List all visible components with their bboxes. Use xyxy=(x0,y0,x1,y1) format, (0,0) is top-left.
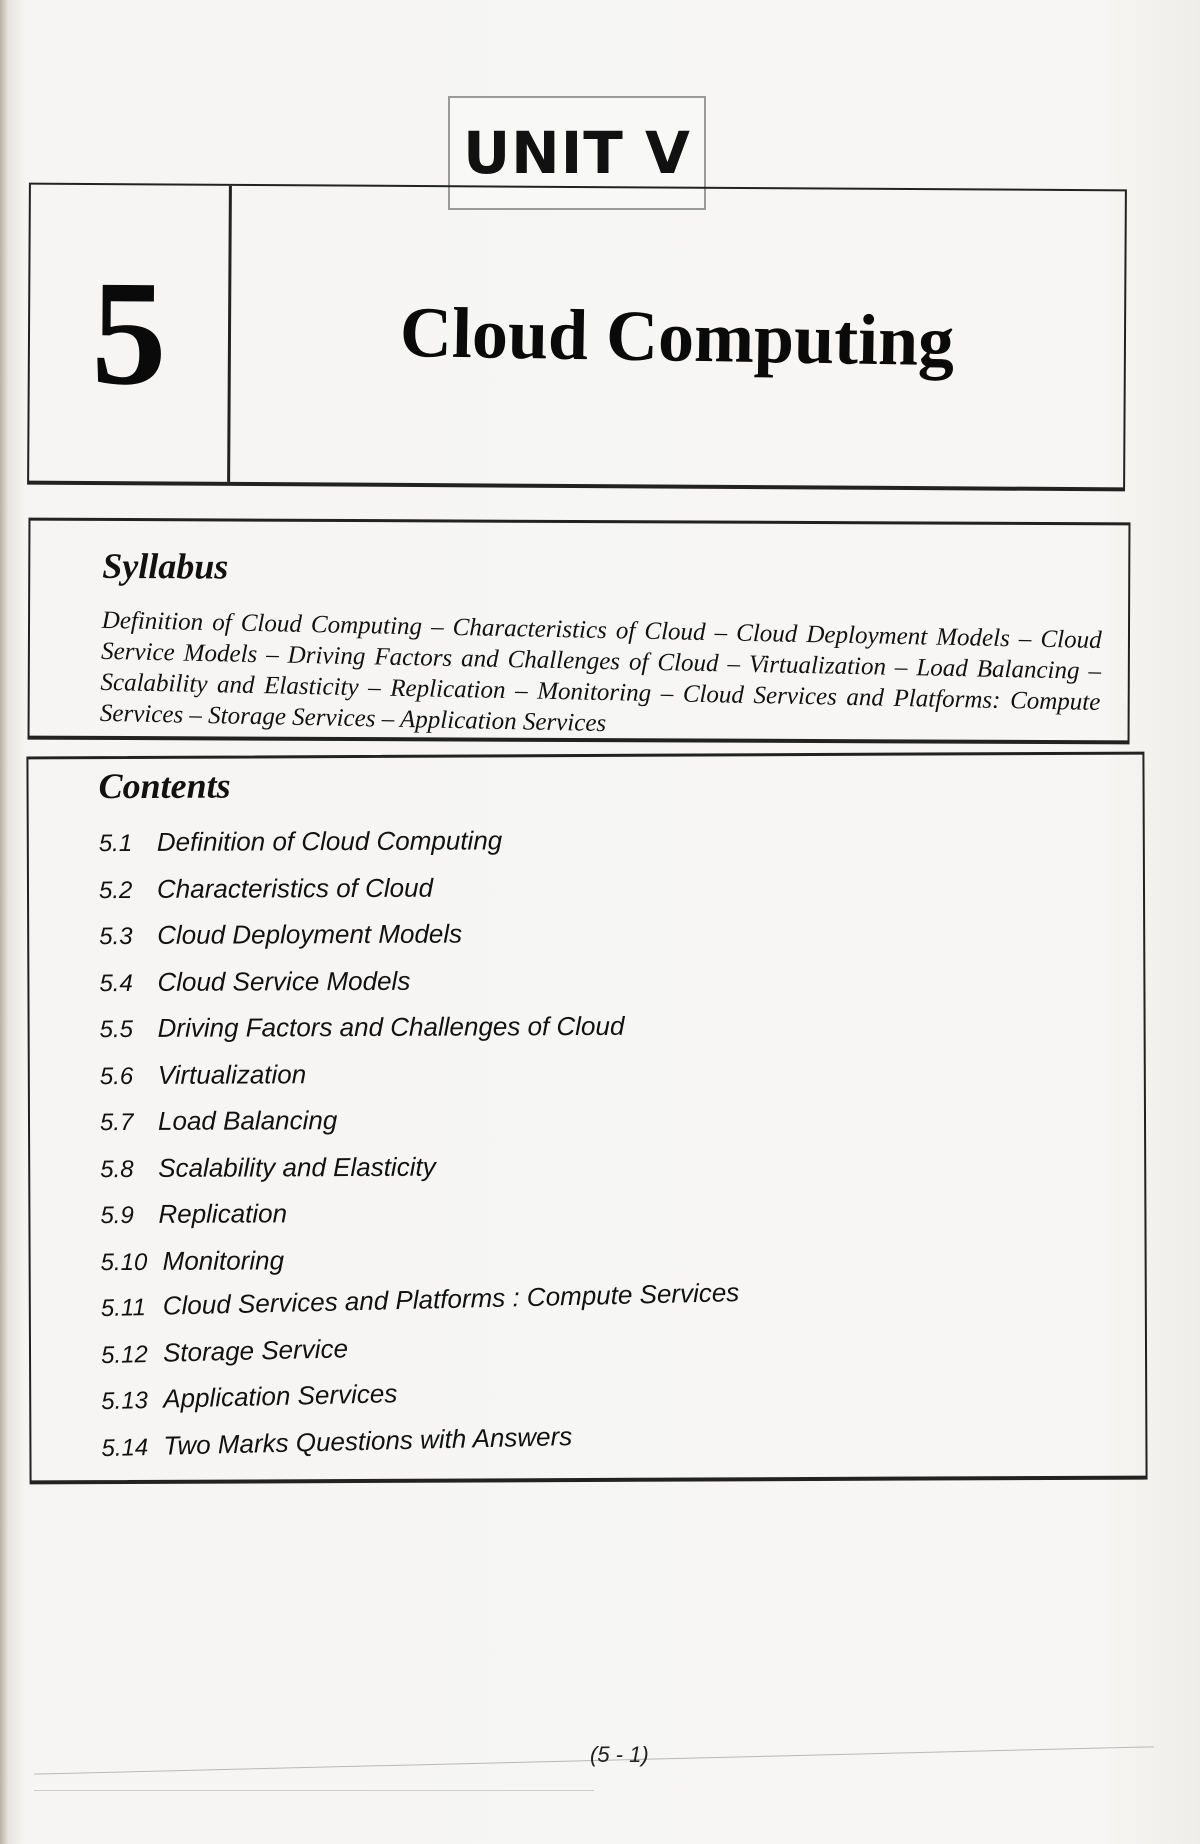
contents-item-title: Two Marks Questions with Answers xyxy=(163,1420,573,1461)
contents-item-number: 5.6 xyxy=(99,1062,134,1090)
contents-item-number: 5.8 xyxy=(100,1155,134,1183)
contents-item-title: Characteristics of Cloud xyxy=(156,872,434,904)
syllabus-text: Definition of Cloud Computing – Characteristics of Cloud – Cloud Deployment Models – Cloud Service Models – Driving Factors and Challenges of Cloud – Virtualization – Load Balancing – Scalability and Elasticity – Replication – Monitoring – Cloud Services and Platforms: Compute Services – Storage Services – Application Services xyxy=(99,606,1102,738)
contents-item xyxy=(99,908,1143,959)
contents-item-number: 5.9 xyxy=(100,1201,134,1230)
unit-label: UNIT V xyxy=(463,119,691,187)
contents-item-number: 5.14 xyxy=(101,1433,149,1462)
contents-item-title: Cloud Deployment Models xyxy=(157,918,463,950)
contents-item-number: 5.13 xyxy=(100,1387,149,1416)
contents-item xyxy=(100,1047,1144,1098)
contents-item-title: Definition of Cloud Computing xyxy=(156,825,503,857)
contents-item xyxy=(100,1001,1144,1052)
contents-item-title: Application Services xyxy=(162,1378,398,1414)
contents-item-number: 5.12 xyxy=(100,1340,149,1369)
contents-item-title: Virtualization xyxy=(157,1058,307,1090)
contents-item-title: Cloud Service Models xyxy=(157,965,411,997)
contents-item-title: Load Balancing xyxy=(157,1105,338,1136)
contents-item xyxy=(100,1094,1144,1145)
syllabus-box xyxy=(28,518,1131,745)
contents-item xyxy=(100,1187,1144,1238)
chapter-number: 5 xyxy=(91,250,168,417)
contents-list xyxy=(69,815,1146,1471)
contents-item xyxy=(100,1140,1144,1191)
footer-rule-secondary xyxy=(34,1790,594,1791)
contents-item-number: 5.7 xyxy=(99,1108,134,1137)
chapter-header xyxy=(27,183,1127,492)
contents-item-number: 5.3 xyxy=(99,922,133,951)
contents-item-number: 5.11 xyxy=(100,1294,147,1323)
contents-heading: Contents xyxy=(98,765,231,807)
page-number: (5 - 1) xyxy=(590,1742,649,1767)
contents-item-title: Cloud Services and Platforms : Compute Services xyxy=(162,1277,740,1321)
contents-item-number: 5.4 xyxy=(99,969,133,997)
contents-item xyxy=(99,861,1143,912)
contents-item xyxy=(99,954,1143,1005)
contents-item-number: 5.1 xyxy=(98,829,133,858)
contents-item xyxy=(99,815,1143,866)
syllabus-heading: Syllabus xyxy=(102,545,229,587)
chapter-number-cell xyxy=(29,185,232,482)
chapter-title-cell xyxy=(230,186,1125,487)
contents-item-number: 5.10 xyxy=(100,1248,148,1276)
contents-item-number: 5.5 xyxy=(99,1015,134,1044)
contents-item-title: Scalability and Elasticity xyxy=(158,1151,436,1183)
contents-item-title: Storage Service xyxy=(162,1332,349,1368)
contents-item-number: 5.2 xyxy=(98,876,133,904)
chapter-title: Cloud Computing xyxy=(399,291,956,381)
contents-item-title: Driving Factors and Challenges of Cloud xyxy=(157,1010,625,1043)
contents-item-title: Replication xyxy=(158,1198,288,1229)
contents-item-title: Monitoring xyxy=(162,1244,285,1276)
contents-box xyxy=(26,752,1147,1485)
